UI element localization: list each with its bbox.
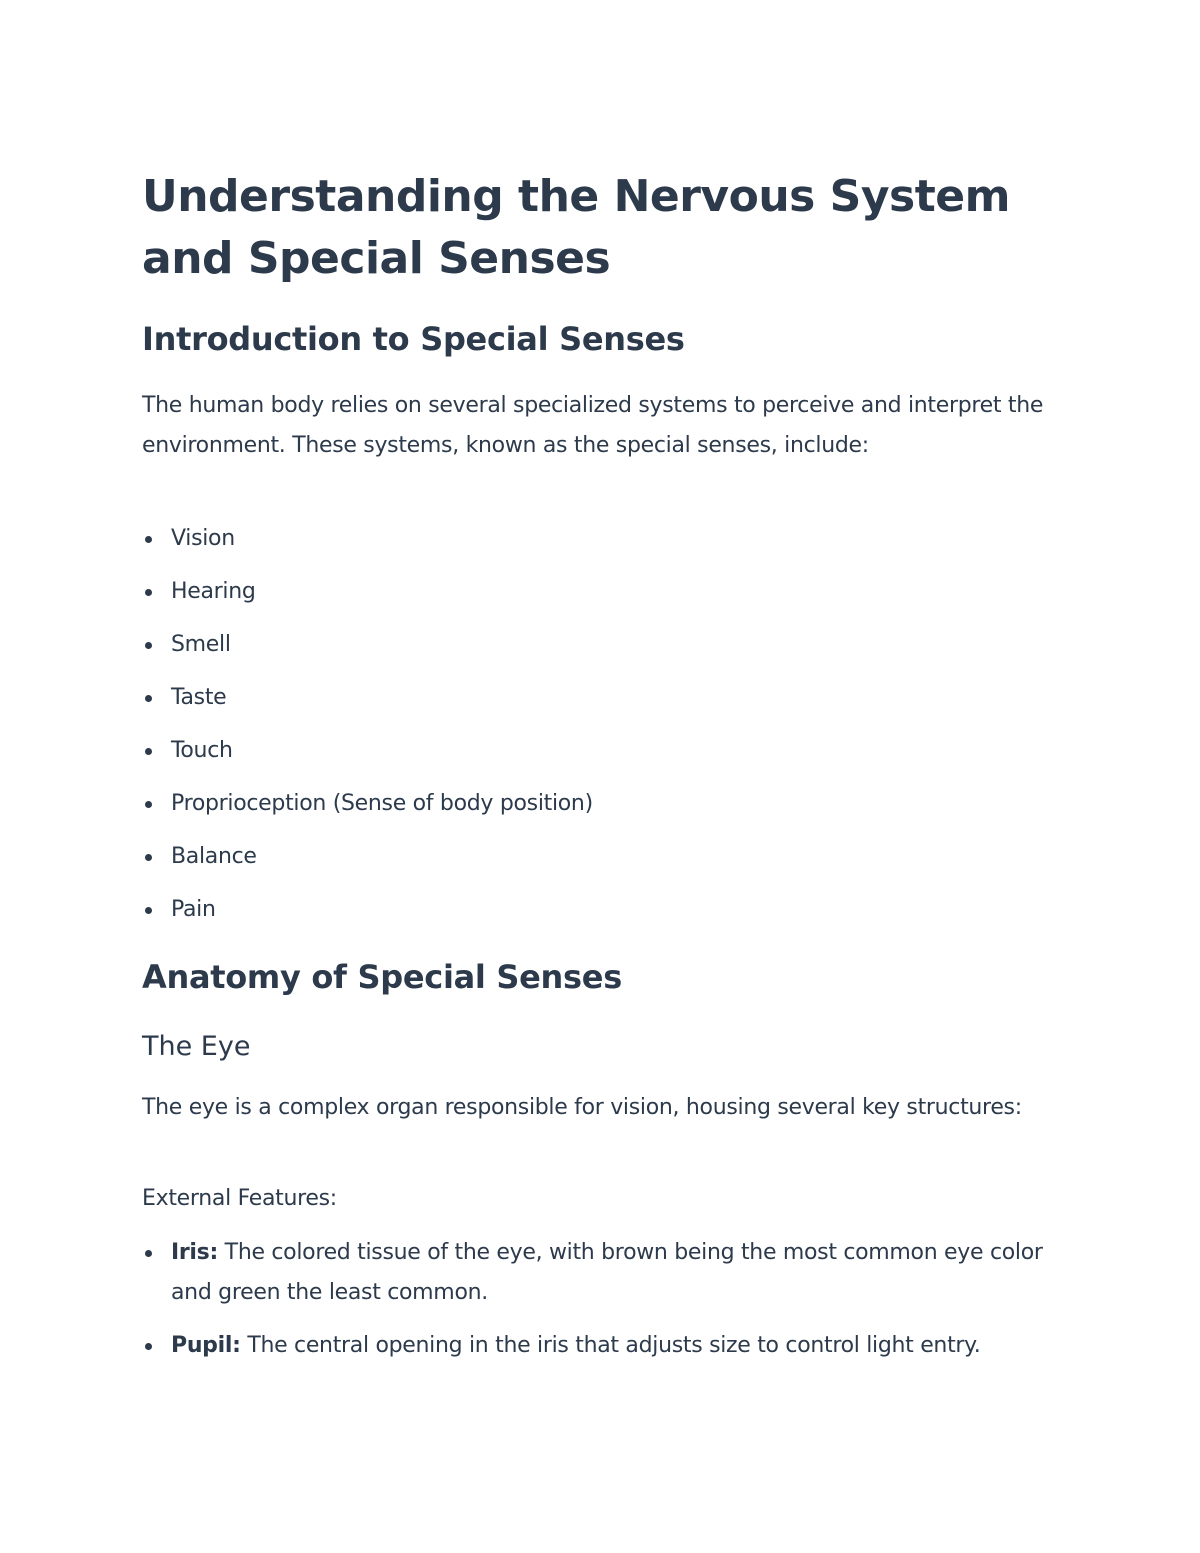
list-item: [142, 625, 1052, 678]
section-heading-anatomy: Anatomy of Special Senses: [142, 958, 622, 996]
external-features-list: [142, 1233, 1052, 1379]
list-item: [142, 890, 1052, 943]
bullet-icon: [145, 536, 152, 543]
list-item: [142, 519, 1052, 572]
list-item-text: Proprioception (Sense of body position): [171, 791, 593, 816]
feature-term: Iris:: [171, 1240, 218, 1265]
external-features-label: External Features:: [142, 1186, 337, 1211]
list-item-text: Pain: [171, 897, 216, 922]
list-item-text: Smell: [171, 632, 231, 657]
list-item: [142, 572, 1052, 625]
list-item: [142, 678, 1052, 731]
eye-paragraph: The eye is a complex organ responsible for vision, housing several key structures:: [142, 1095, 1022, 1120]
senses-list: [142, 519, 1052, 943]
list-item-text: Balance: [171, 844, 257, 869]
bullet-icon: [145, 695, 152, 702]
bullet-icon: [145, 589, 152, 596]
subsection-heading-eye: The Eye: [142, 1031, 251, 1062]
bullet-icon: [145, 748, 152, 755]
list-item: [142, 1326, 1052, 1366]
list-item: [142, 837, 1052, 890]
bullet-icon: [145, 907, 152, 914]
list-item-text: Vision: [171, 526, 235, 551]
bullet-icon: [145, 854, 152, 861]
page-title: Understanding the Nervous System and Special Senses: [142, 171, 1010, 284]
list-item-text: Hearing: [171, 579, 256, 604]
list-item: [142, 784, 1052, 837]
bullet-icon: [145, 642, 152, 649]
list-item-text: Taste: [171, 685, 227, 710]
list-item-text: Touch: [171, 738, 233, 763]
feature-description: The central opening in the iris that adjusts size to control light entry.: [240, 1333, 981, 1358]
bullet-icon: [145, 1250, 152, 1257]
bullet-icon: [145, 1343, 152, 1350]
intro-paragraph: The human body relies on several specialized systems to perceive and interpret the environment. These systems, known as the special senses, include:: [142, 393, 1044, 458]
feature-description: The colored tissue of the eye, with brown being the most common eye color and green the least common.: [171, 1240, 1043, 1305]
list-item: [142, 1233, 1052, 1313]
feature-term: Pupil:: [171, 1333, 241, 1358]
section-heading-intro: Introduction to Special Senses: [142, 320, 685, 358]
bullet-icon: [145, 801, 152, 808]
list-item: [142, 731, 1052, 784]
